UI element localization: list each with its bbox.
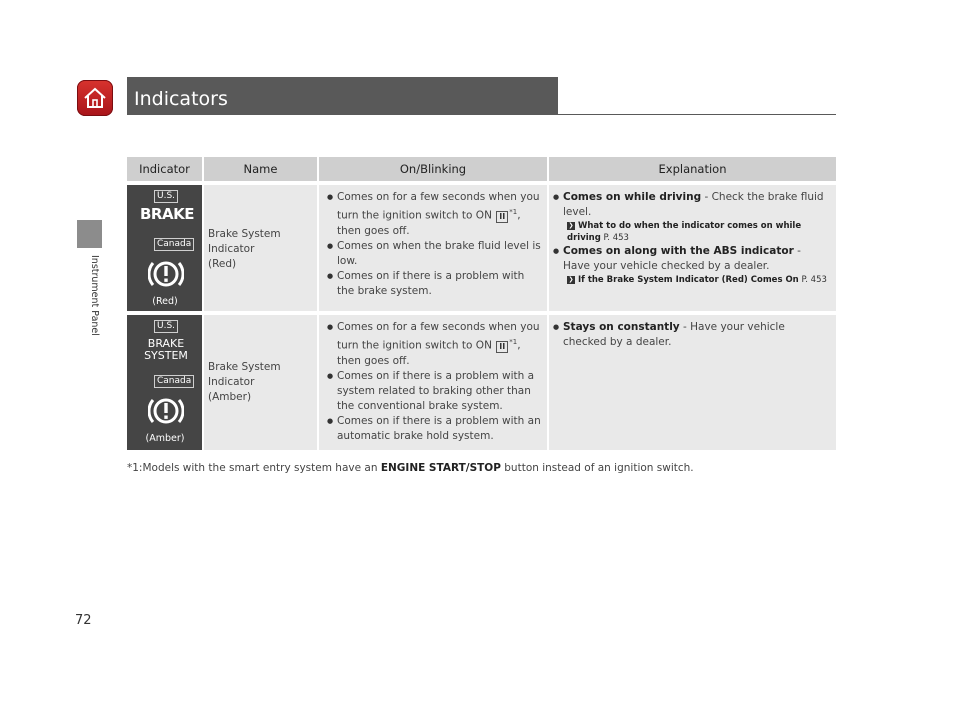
section-tab[interactable] bbox=[77, 220, 102, 248]
bullet-item bbox=[553, 320, 828, 350]
explanation-cell bbox=[548, 183, 836, 313]
bullet-heading: Comes on while driving bbox=[563, 191, 702, 203]
us-badge: U.S. bbox=[154, 190, 178, 203]
footnote-mark: *1: bbox=[127, 462, 143, 474]
footnote-mark: *1 bbox=[509, 208, 518, 216]
indicator-cell bbox=[127, 183, 203, 313]
page-title: Indicators bbox=[134, 88, 228, 110]
footnote-text: button instead of an ignition switch. bbox=[500, 462, 694, 474]
column-header-indicator: Indicator bbox=[127, 157, 203, 183]
bullet-text: Comes on for a few seconds when you turn the ignition switch to ON bbox=[337, 321, 540, 352]
name-cell bbox=[203, 313, 318, 450]
bullet-item bbox=[327, 190, 541, 239]
canada-badge: Canada bbox=[154, 238, 194, 251]
brake-warning-icon bbox=[148, 393, 184, 429]
cross-reference[interactable] bbox=[567, 274, 828, 286]
indicator-cell bbox=[127, 313, 203, 450]
bullet-text: , then goes off. bbox=[337, 339, 521, 367]
symbol-line: SYSTEM bbox=[144, 349, 188, 362]
footnote-bold: ENGINE START/STOP bbox=[380, 462, 501, 474]
reference-page: P. 453 bbox=[798, 275, 827, 285]
reference-arrow-icon: ❯ bbox=[568, 276, 574, 283]
table-header-row bbox=[127, 157, 836, 183]
brake-system-symbol bbox=[141, 338, 191, 362]
page-number: 72 bbox=[75, 613, 92, 628]
canada-badge: Canada bbox=[154, 375, 194, 388]
name-line: Indicator bbox=[208, 376, 255, 388]
table-row bbox=[127, 313, 836, 450]
name-line: (Red) bbox=[208, 258, 237, 270]
reference-text: If the Brake System Indicator (Red) Comes On bbox=[578, 275, 799, 285]
bullet-text: , then goes off. bbox=[337, 209, 521, 237]
footnote-text: Models with the smart entry system have an bbox=[142, 462, 381, 474]
bullet-text: - Have your vehicle checked by a dealer. bbox=[563, 245, 801, 272]
bullet-item bbox=[327, 320, 541, 369]
reference-arrow-icon: ❯ bbox=[568, 222, 574, 229]
bullet-item bbox=[553, 190, 828, 220]
indicator-table bbox=[127, 157, 836, 450]
reference-text: What to do when the indicator comes on while driving bbox=[567, 221, 802, 243]
symbol-line: BRAKE bbox=[147, 337, 185, 350]
title-underline bbox=[127, 114, 836, 115]
table-row bbox=[127, 183, 836, 313]
bullet-item: ● Comes on if there is a problem with the brake system. bbox=[327, 269, 541, 299]
home-icon[interactable] bbox=[77, 80, 113, 116]
bullet-text: - Have your vehicle checked by a dealer. bbox=[563, 321, 785, 348]
column-header-on-blinking: On/Blinking bbox=[318, 157, 548, 183]
cross-reference[interactable] bbox=[567, 220, 828, 244]
bullet-item bbox=[553, 244, 828, 274]
bullet-text: Comes on for a few seconds when you turn the ignition switch to ON bbox=[337, 191, 540, 222]
on-blinking-cell bbox=[318, 313, 548, 450]
bullet-text: - Check the brake fluid level. bbox=[563, 191, 824, 218]
explanation-cell bbox=[548, 313, 836, 450]
bullet-heading: Stays on constantly bbox=[563, 321, 680, 333]
page-title-bar bbox=[127, 77, 558, 114]
section-label bbox=[88, 255, 100, 355]
brake-warning-icon bbox=[148, 256, 184, 292]
bullet-item: ● Comes on if there is a problem with a system related to braking other than the conventional brake system. bbox=[327, 369, 541, 414]
name-line: Brake System bbox=[208, 361, 281, 373]
us-badge: U.S. bbox=[154, 320, 178, 333]
color-label: (Amber) bbox=[145, 433, 185, 444]
bullet-item: ● Comes on when the brake fluid level is low. bbox=[327, 239, 541, 269]
name-line: Indicator bbox=[208, 243, 255, 255]
column-header-explanation: Explanation bbox=[548, 157, 836, 183]
brake-symbol: BRAKE bbox=[140, 205, 194, 223]
reference-page: P. 453 bbox=[600, 233, 629, 243]
color-label: (Red) bbox=[152, 296, 178, 307]
bullet-heading: Comes on along with the ABS indicator bbox=[563, 245, 794, 257]
section-label-text: Instrument Panel bbox=[89, 255, 100, 336]
name-line: (Amber) bbox=[208, 391, 252, 403]
bullet-item: ● Comes on if there is a problem with an automatic brake hold system. bbox=[327, 414, 541, 444]
name-line: Brake System bbox=[208, 228, 281, 240]
column-header-name: Name bbox=[203, 157, 318, 183]
ignition-position-key: II bbox=[496, 341, 508, 353]
on-blinking-cell bbox=[318, 183, 548, 313]
name-cell bbox=[203, 183, 318, 313]
footnote bbox=[127, 462, 694, 474]
footnote-mark: *1 bbox=[509, 338, 518, 346]
ignition-position-key: II bbox=[496, 211, 508, 223]
